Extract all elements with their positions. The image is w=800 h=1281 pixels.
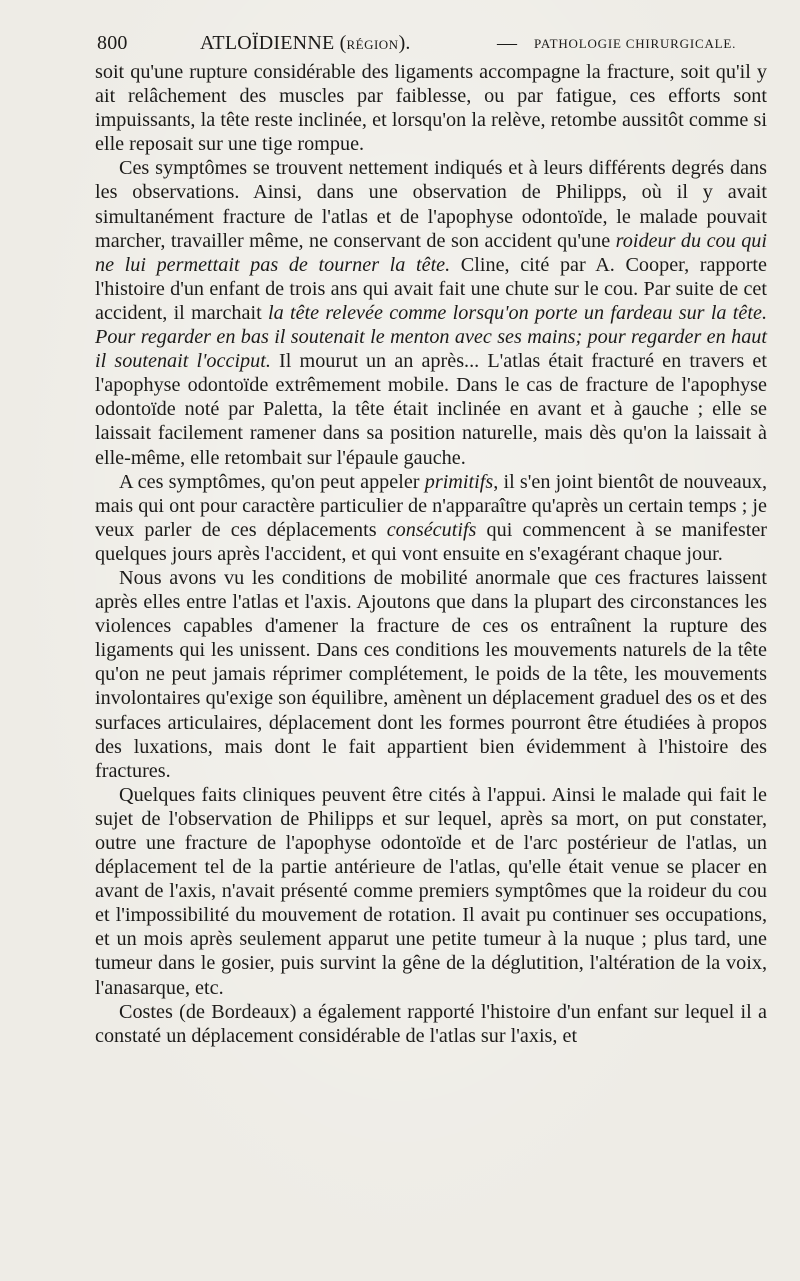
paragraph-1: [95, 60, 767, 156]
text-run: Quelques faits cliniques peuvent être cités à l'appui. Ainsi le malade qui fait le sujet de l'observation de Philipps et sur lequel, après sa mort, on put constater, outre une fracture de l'apophyse odontoïde et de l'arc postérieur de l'atlas, un déplacement tel de la partie antérieure de l'atlas, qu'elle était venue se placer en avant de l'axis, n'avait présenté comme premiers symptômes que la roideur du cou et l'impossibilité du mouvement de rotation. Il avait pu continuer ses occupations, et un mois après seulement apparut une petite tumeur à la nuque ; plus tard, une tumeur dans le gosier, puis survint la gêne de la déglutition, l'altération de la voix, l'anasarque, etc.: [95, 783, 767, 999]
running-title-close: ).: [398, 32, 411, 54]
text-run: Ces symptômes se trouvent nettement indiqués et à leurs différents degrés dans les observations. Ainsi, dans une observation de Philipps, où il y avait simultanément fracture de l'atlas et de l'apophyse odontoïde, le malade pouvait marcher, travailler même, ne conservant de son accident qu'une: [95, 157, 767, 252]
text-run: Cline, cité par A. Cooper, rapporte l'histoire d'un enfant de trois ans qui avait fait une chute sur le cou. Par suite de cet accident, il marchait: [95, 253, 767, 324]
paragraph-3: [95, 470, 767, 566]
text-run: A ces symptômes, qu'on peut appeler: [119, 470, 425, 493]
running-title: [200, 30, 411, 58]
page-number: 800: [97, 32, 128, 54]
text-run: Il mourut un an après... L'atlas était fracturé en travers et l'apophyse odontoïde extrêmement mobile. Dans le cas de fracture de l'apophyse odontoïde noté par Paletta, la tête était inclinée en avant et à gauche ; elle se laissait facilement ramener dans sa position naturelle, mais dès qu'on la laissait à elle-même, elle retombait sur l'épaule gauche.: [95, 350, 767, 469]
paragraph-6: [95, 1000, 767, 1048]
italic-run: consécutifs: [386, 518, 477, 541]
italic-run: primitifs: [424, 470, 494, 493]
header-dash: —: [497, 32, 518, 54]
paragraph-5: [95, 783, 767, 1000]
text-run: Nous avons vu les conditions de mobilité anormale que ces fractures laissent après elles entre l'atlas et l'axis. Ajoutons que dans la plupart des circonstances les violences capables d'amener la fracture de ces os entraînent la rupture des ligaments qui les unissent. Dans ces conditions les mouvements naturels de la tête qu'on ne peut jamais réprimer complétement, le poids de la tête, les mouvements involontaires qu'exige son équilibre, amènent un déplacement graduel des os et des surfaces articulaires, déplacement dont les formes pourront être étudiées à propos des luxations, mais dont le fait appartient bien évidemment à l'histoire des fractures.: [95, 566, 767, 782]
section-title: PATHOLOGIE CHIRURGICALE.: [534, 36, 737, 51]
italic-run: la tête relevée comme lorsqu'on porte un fardeau sur la tête. Pour regarder en bas il soutenait le menton avec ses mains; pour regarder en haut il soutenait l'occiput.: [95, 301, 767, 373]
running-title-main: ATLOÏDIENNE (: [200, 32, 347, 54]
paragraph-2: [95, 156, 767, 469]
italic-run: roideur du cou qui ne lui permettait pas de tourner la tête.: [95, 229, 767, 276]
body-text: [95, 60, 767, 1048]
paragraph-4: [95, 566, 767, 783]
text-run: Costes (de Bordeaux) a également rapporté l'histoire d'un enfant sur lequel il a constaté un déplacement considérable de l'atlas sur l'axis, et: [95, 1000, 767, 1047]
text-run: qui commencent à se manifester quelques jours après l'accident, et qui vont ensuite en s'exagérant chaque jour.: [95, 518, 768, 565]
text-run: soit qu'une rupture considérable des ligaments accompagne la fracture, soit qu'il y ait relâchement des muscles par faiblesse, ou par fatigue, ces efforts sont impuissants, la tête reste inclinée, et lorsqu'on la relève, retombe aussitôt comme si elle reposait sur une tige rompue.: [95, 61, 767, 156]
text-run: , il s'en joint bientôt de nouveaux, mais qui ont pour caractère particulier de n'apparaître qu'après un certain temps ; je veux parler de ces déplacements: [95, 470, 767, 541]
running-title-region: RÉGION: [346, 37, 399, 52]
running-header: [97, 30, 767, 56]
